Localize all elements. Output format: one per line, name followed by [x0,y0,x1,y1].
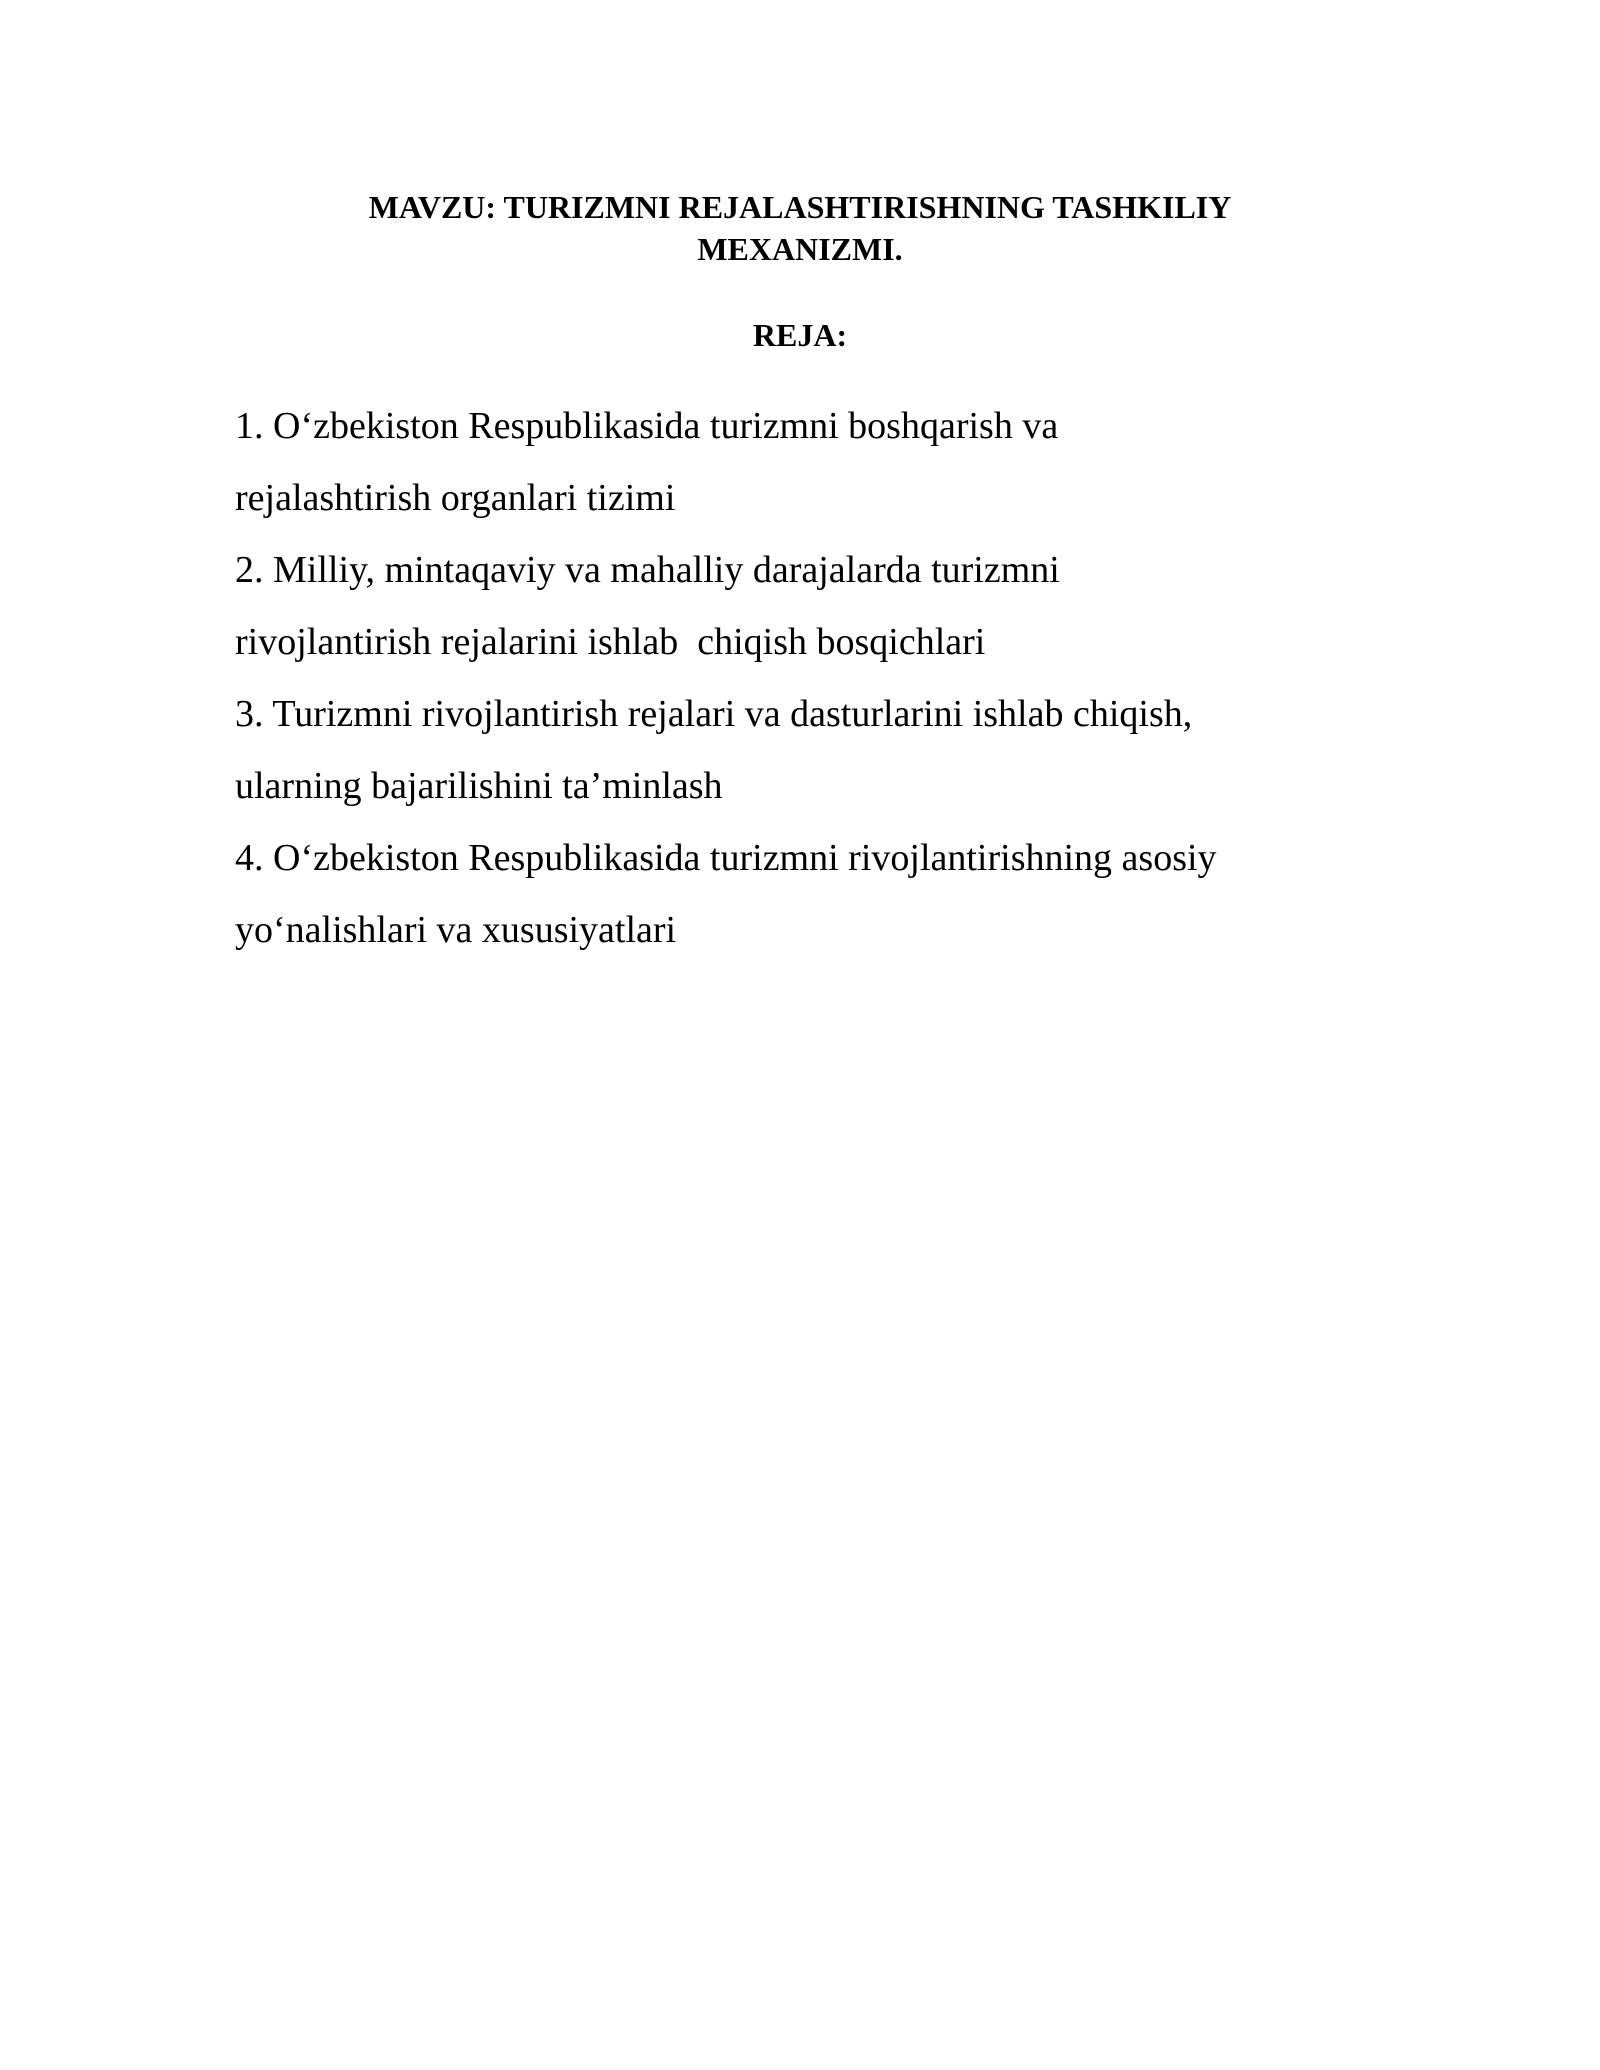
plan-item-3-line2: ularning bajarilishini ta’minlash [235,765,723,807]
plan-item-2 [235,534,1415,678]
plan-item-4 [235,822,1415,966]
plan-item-1-line2: rejalashtirish organlari tizimi [235,477,676,519]
plan-item-4-line1: 4. O‘zbekiston Respublikasida turizmni rivojlantirishning asosiy [235,837,1217,879]
plan-list [235,390,1415,966]
document-title-line1: MAVZU: TURIZMNI REJALASHTIRISHNING TASHKILIY [368,189,1232,225]
plan-item-2-line1: 2. Milliy, mintaqaviy va mahalliy darajalarda turizmni [235,549,1060,591]
plan-item-3-line1: 3. Turizmni rivojlantirish rejalari va dasturlarini ishlab chiqish, [235,693,1193,735]
plan-item-1-line1: 1. O‘zbekiston Respublikasida turizmni boshqarish va [235,405,1059,447]
document-title-line2: MEXANIZMI. [697,231,903,267]
plan-item-1 [235,390,1415,534]
plan-item-4-line2: yo‘nalishlari va xususiyatlari [235,909,677,951]
plan-item-2-line2: rivojlantirish rejalarini ishlab chiqish bosqichlari [235,621,986,663]
plan-heading: REJA: [752,317,848,353]
document-title [235,186,1365,270]
plan-item-3 [235,678,1415,822]
